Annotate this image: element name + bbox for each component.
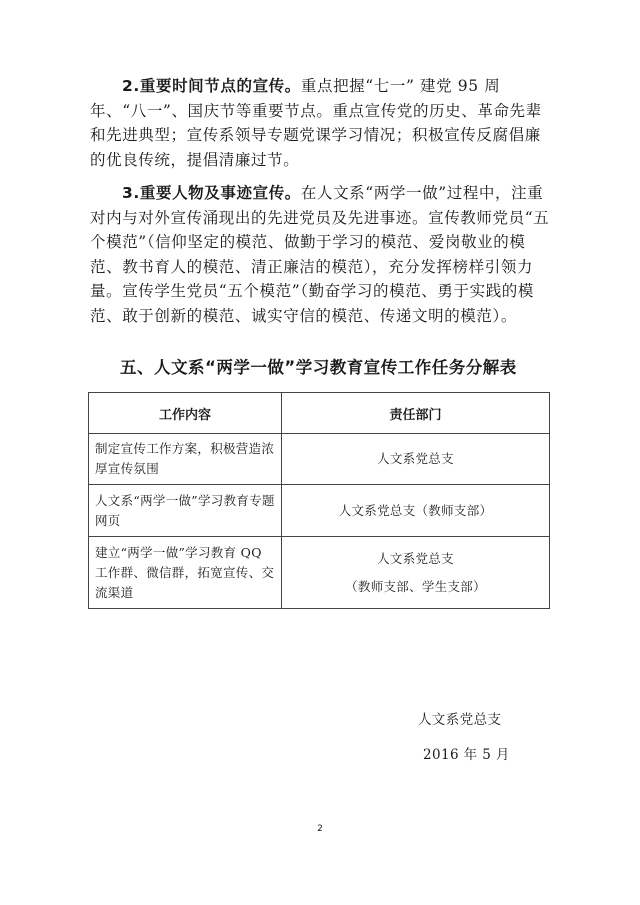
task-content-cell: 建立“两学一做”学习教育 QQ 工作群、微信群，拓宽宣传、交流渠道	[89, 537, 282, 609]
paragraph-important-dates	[90, 74, 550, 172]
task-dept-cell	[282, 434, 550, 485]
table-row	[89, 537, 550, 609]
column-header-content: 工作内容	[89, 393, 282, 434]
task-dept-cell	[282, 485, 550, 537]
dept-line: 人文系党总支	[377, 550, 454, 566]
task-dept-cell	[282, 537, 550, 609]
table-header-row	[89, 393, 550, 434]
signature-date: 2016 年 5 月	[423, 747, 510, 763]
task-table	[88, 392, 550, 609]
dept-line: 人文系党总支（教师支部）	[338, 502, 493, 518]
paragraph-lead: 2.重要时间节点的宣传。	[122, 77, 301, 95]
page-number: 2	[317, 824, 323, 834]
paragraph-important-figures	[90, 181, 550, 329]
dept-line: 人文系党总支	[377, 451, 454, 466]
section-heading: 五、人文系“两学一做”学习教育宣传工作任务分解表	[120, 358, 517, 377]
paragraph-lead: 3.重要人物及事迹宣传。	[122, 184, 301, 202]
signature-org: 人文系党总支	[418, 712, 502, 728]
task-content-cell: 人文系“两学一做”学习教育专题网页	[89, 485, 282, 537]
column-header-dept: 责任部门	[282, 393, 550, 434]
paragraph-body: 在人文系“两学一做”过程中，注重对内与对外宣传涌现出的先进党员及先进事迹。宣传教师党员“五个模范”（信仰坚定的模范、做勤于学习的模范、爱岗敬业的模范、教书育人的模范、清正廉洁的模范），充分发挥榜样引领力量。宣传学生党员“五个模范”（勤奋学习的模范、勇于实践的模范、敢于创新的模范、诚实守信的模范、传递文明的模范）。	[90, 184, 550, 325]
dept-line: （教师支部、学生支部）	[345, 578, 486, 594]
task-content-cell: 制定宣传工作方案，积极营造浓厚宣传氛围	[89, 434, 282, 485]
table-row	[89, 434, 550, 485]
table-row	[89, 485, 550, 537]
paragraph-body: 重点把握“七一” 建党 95 周年、“八一”、国庆节等重要节点。重点宣传党的历史、革命先辈和先进典型；宣传系领导专题党课学习情况；积极宣传反腐倡廉的优良传统，提倡清廉过节。	[90, 77, 542, 169]
